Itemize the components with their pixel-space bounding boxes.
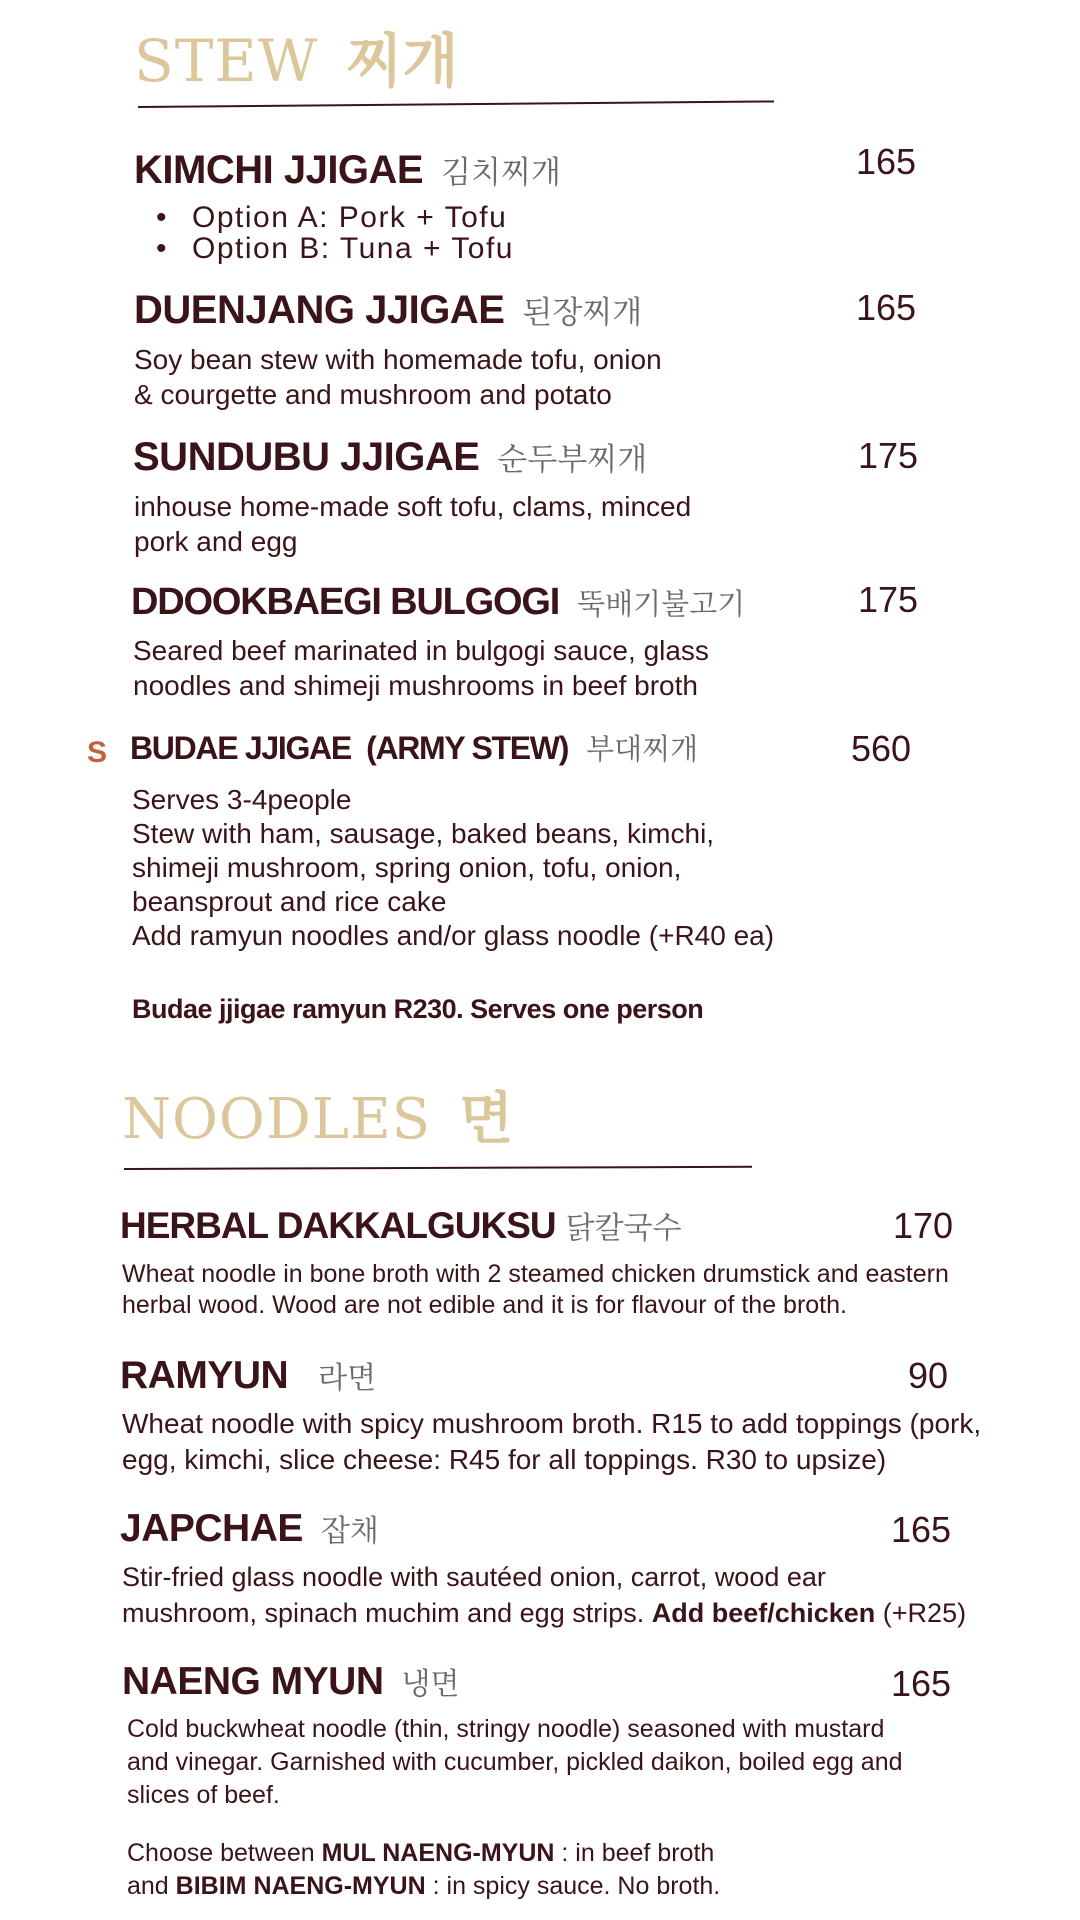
menu-item-name — [130, 732, 698, 764]
item-name-en: JAPCHAE — [120, 1507, 303, 1550]
item-name-en: KIMCHI JJIGAE — [134, 148, 424, 192]
item-name-en: BUDAE JJIGAE (ARMY STEW) — [130, 730, 569, 766]
desc-line: egg, kimchi, slice cheese: R45 for all toppings. R30 to upsize) — [122, 1444, 887, 1475]
stew-title-rule — [138, 100, 774, 108]
menu-item-name — [134, 290, 642, 330]
item-description — [132, 783, 774, 953]
item-price: 175 — [858, 435, 919, 476]
item-description — [133, 633, 709, 703]
desc-line: beansprout and rice cake — [132, 886, 447, 917]
item-description — [122, 1559, 966, 1631]
desc-line: slices of beef. — [127, 1781, 280, 1809]
item-name-ko: 닭칼국수 — [565, 1211, 682, 1246]
variant-name: BIBIM NAENG-MYUN — [175, 1872, 426, 1900]
desc-line: Wheat noodle with spicy mushroom broth. R15 to add toppings (pork, — [122, 1408, 982, 1439]
option-item: • Option B: Tuna + Tofu — [156, 233, 514, 264]
option-list — [156, 202, 514, 264]
desc-line: pork and egg — [134, 526, 298, 557]
spicy-marker: S — [87, 736, 108, 769]
desc-text: mushroom, spinach muchim and egg strips. — [122, 1598, 652, 1628]
desc-line — [122, 1595, 966, 1631]
desc-line: Cold buckwheat noodle (thin, stringy noodle) seasoned with mustard — [127, 1715, 885, 1743]
menu-item-name — [122, 1662, 459, 1701]
desc-text: : in beef broth — [554, 1839, 715, 1867]
item-description — [134, 489, 691, 559]
desc-line: Stew with ham, sausage, baked beans, kimchi, — [132, 818, 715, 849]
desc-line: & courgette and mushroom and potato — [134, 379, 612, 410]
desc-line: noodles and shimeji mushrooms in beef broth — [133, 670, 698, 701]
item-price: 175 — [858, 579, 919, 620]
desc-text: : in spicy sauce. No broth. — [425, 1872, 721, 1900]
option-item: • Option A: Pork + Tofu — [156, 202, 514, 233]
add-protein-label: Add beef/chicken — [651, 1598, 876, 1628]
menu-item-name — [133, 437, 647, 477]
item-price: 165 — [856, 141, 917, 182]
item-name-ko: 라면 — [318, 1361, 377, 1396]
item-name-en: HERBAL DAKKALGUKSU — [120, 1205, 556, 1246]
item-price: 165 — [891, 1663, 952, 1704]
item-price: 165 — [891, 1509, 952, 1550]
menu-item-name — [134, 150, 561, 190]
desc-line: shimeji mushroom, spring onion, tofu, onion, — [132, 852, 682, 883]
desc-line — [127, 1837, 720, 1870]
desc-line: inhouse home-made soft tofu, clams, minced — [134, 491, 692, 522]
desc-line: Soy bean stew with homemade tofu, onion — [134, 344, 662, 375]
stew-title-ko: 찌개 — [346, 27, 459, 95]
item-name-ko: 뚝배기불고기 — [577, 587, 746, 621]
item-name-ko: 잡채 — [320, 1514, 379, 1549]
menu-item-name — [120, 1207, 682, 1244]
menu-item-name — [120, 1356, 376, 1395]
item-name-ko: 순두부찌개 — [497, 442, 648, 478]
item-description — [127, 1713, 903, 1812]
item-description — [122, 1406, 981, 1478]
desc-text: Choose between — [127, 1839, 322, 1867]
item-price: 90 — [908, 1355, 949, 1396]
item-description — [134, 342, 662, 412]
item-name-ko: 김치찌개 — [441, 155, 561, 191]
variant-name: MUL NAENG-MYUN — [321, 1839, 555, 1867]
desc-line: Add ramyun noodles and/or glass noodle (+R40 ea) — [132, 920, 775, 951]
item-name-en: SUNDUBU JJIGAE — [133, 435, 480, 479]
noodles-title-ko: 면 — [459, 1087, 514, 1152]
item-name-ko: 부대찌개 — [586, 732, 699, 766]
menu-item-name — [120, 1509, 379, 1548]
desc-text: and — [127, 1872, 176, 1900]
item-name-ko: 된장찌개 — [522, 295, 643, 331]
noodles-title-rule — [124, 1166, 752, 1170]
item-note: Budae jjigae ramyun R230. Serves one person — [132, 994, 704, 1024]
item-name-en: RAMYUN — [120, 1354, 289, 1397]
desc-line: Stir-fried glass noodle with sautéed onion, carrot, wood ear — [122, 1562, 826, 1592]
item-name-en: NAENG MYUN — [122, 1660, 384, 1703]
stew-section-title — [134, 27, 459, 95]
item-name-en: DUENJANG JJIGAE — [134, 288, 505, 332]
desc-line: Seared beef marinated in bulgogi sauce, glass — [133, 635, 709, 666]
menu-item-name — [131, 583, 745, 621]
desc-line: herbal wood. Wood are not edible and it is for flavour of the broth. — [122, 1291, 847, 1319]
desc-line — [127, 1870, 720, 1903]
desc-line: and vinegar. Garnished with cucumber, pickled daikon, boiled egg and — [127, 1748, 903, 1776]
noodles-section-title — [122, 1087, 514, 1152]
noodles-title-en: NOODLES — [122, 1087, 432, 1152]
item-name-en: DDOOKBAEGI BULGOGI — [131, 581, 560, 623]
item-description — [122, 1259, 949, 1321]
desc-text: (+R25) — [875, 1598, 967, 1628]
item-price: 170 — [893, 1205, 954, 1246]
item-name-ko: 냉면 — [401, 1667, 460, 1702]
item-price: 165 — [856, 287, 917, 328]
desc-line: Wheat noodle in bone broth with 2 steamed chicken drumstick and eastern — [122, 1260, 949, 1288]
stew-title-en: STEW — [134, 27, 319, 95]
item-price: 560 — [851, 728, 912, 769]
variant-choice — [127, 1837, 720, 1903]
desc-line: Serves 3-4people — [132, 784, 352, 815]
